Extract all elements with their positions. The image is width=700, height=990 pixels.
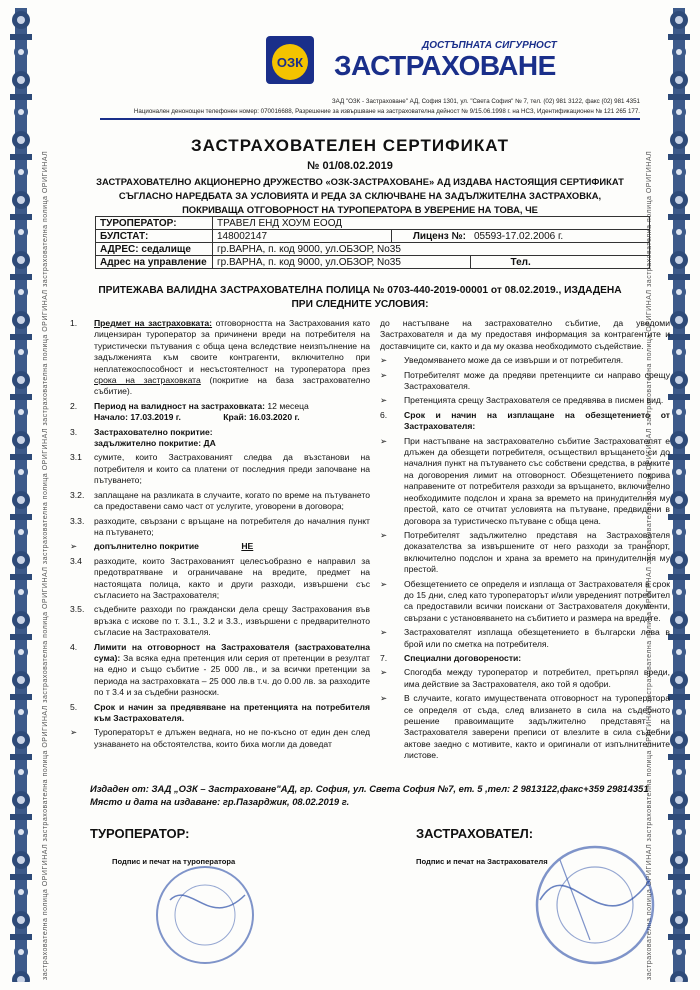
company-address-line: ЗАД "ОЗК - Застраховане" АД, София 1301, ул. "Света София" № 7, тел. (02) 981 3122, факс (02) 981 4351 bbox=[331, 98, 640, 105]
brand-name: ЗАСТРАХОВАНЕ bbox=[334, 50, 556, 81]
section-text: За всяка една претенция или серия от претенции в резултат на едно и също събитие - 25 000 лв., и за всички претенции за периода на застраховката – 25 000 лв.в т.ч. до 0.00 лв. за разходите по т 3.4 и за съдебни разноски. bbox=[94, 652, 370, 698]
bulstat-label: БУЛСТАТ: bbox=[96, 230, 213, 243]
certificate-number: № 01/08.02.2019 bbox=[307, 160, 393, 172]
section-text: до настъпване на застрахователно събитие, да уведоми Застрахователя и да му предоставя информация за контрагентите и доставчиците си, както и да му оказва необходимото съдействие. bbox=[380, 318, 670, 351]
list-item bbox=[70, 318, 370, 398]
list-item bbox=[380, 410, 670, 433]
list-item bbox=[70, 452, 370, 486]
ozk-logo-icon bbox=[262, 32, 318, 88]
item-number: 3.4 bbox=[70, 555, 82, 566]
list-item bbox=[380, 653, 670, 664]
bullet-icon: ➢ bbox=[380, 693, 388, 704]
list-item bbox=[70, 556, 370, 602]
logo-text: ОЗК bbox=[276, 55, 304, 70]
item-number: 1. bbox=[70, 318, 78, 328]
seat-address-label: АДРЕС: седалище bbox=[96, 243, 213, 256]
bullet-icon: ➢ bbox=[380, 435, 388, 446]
table-row bbox=[96, 243, 650, 256]
list-item bbox=[70, 427, 370, 450]
bullet-icon: ➢ bbox=[70, 727, 78, 738]
license-label: Лиценз №: bbox=[392, 230, 471, 243]
section-text: Уведомяването може да се извърши и от потребителя. bbox=[404, 355, 624, 366]
period-start: Начало: 17.03.2019 г. bbox=[94, 412, 181, 423]
bullet-icon: ➢ bbox=[380, 355, 388, 366]
section-text: 12 месеца bbox=[265, 400, 309, 411]
section-text: Потребителят задължително представя на Застрахователя доказателства за извършените от него разходи за транспорт, включително подслон и храна за времето на принудителния му престой. bbox=[404, 529, 670, 575]
side-watermark-left: застрахователна полица ОРИГИНАЛ застрахователна полица ОРИГИНАЛ застрахователна полица ОРИГИНАЛ застрахователна полица ОРИГИНАЛ застрахователна полица ОРИГИНАЛ застрахователна полица ОРИГИНАЛ bbox=[42, 150, 49, 980]
item-number: 3. bbox=[70, 426, 78, 437]
list-item bbox=[70, 727, 370, 750]
list-item bbox=[70, 604, 370, 638]
list-item bbox=[70, 541, 370, 552]
list-item bbox=[380, 370, 670, 393]
section-text: Претенцията срещу Застрахователя се предявява в писмен вид. bbox=[404, 395, 664, 406]
list-item bbox=[380, 667, 670, 690]
insurer-signature-caption: Подпис и печат на Застрахователя bbox=[416, 857, 548, 866]
section-heading: Срок и начин за предявяване на претенцията на потребителя към Застрахователя. bbox=[94, 701, 370, 723]
section-heading: Лимити на отговорност на Застрахователя (застрахователна сума): bbox=[94, 641, 370, 663]
section-text: разходите, които Застрахованият целесъобразно е направил за предотвратяване и ограничаване на вредите, предмет на настоящата полица, както и други разходи, извършени със съгласието на Застрахователя; bbox=[94, 555, 370, 600]
section-text: Потребителят може да предяви претенциите си направо срещу Застрахователя. bbox=[404, 369, 670, 392]
bullet-icon: ➢ bbox=[380, 627, 388, 638]
section-text: заплащане на разликата в случаите, когато по време на пътуването са предоставени само част от услугите, уговорени в договора; bbox=[94, 489, 370, 512]
list-item bbox=[70, 642, 370, 699]
list-item bbox=[70, 702, 370, 725]
section-text: Обезщетението се определя и изплаща от Застрахователя в срок до 15 дни, след като туроператорът и/или увреденият потребител са предоставили всички поискани от Застрахователя документи, свързани с установяването на събитието и размера на вредите. bbox=[404, 578, 670, 623]
operator-value: ТРАВЕЛ ЕНД ХОУМ ЕООД bbox=[213, 217, 650, 230]
mgmt-address-value: гр.ВАРНА, п. код 9000, ул.ОБЗОР, No35 bbox=[213, 256, 471, 269]
company-license-line: Национален денонощен телефонен номер: 070016688, Разрешение за извършване на застрахователна дейност № 9/15.06.1998 г. на НСЗ, Идентификационен № 121 265 177. bbox=[133, 108, 640, 115]
section-heading: Срок и начин на изплащане на обезщетението от Застрахователя: bbox=[404, 409, 670, 432]
section-text: Застрахователят изплаща обезщетението в български лева в брой или по сметка на потребителя. bbox=[404, 627, 670, 649]
list-item bbox=[70, 516, 370, 539]
tel-label: Тел. bbox=[470, 256, 650, 269]
bullet-icon: ➢ bbox=[380, 369, 388, 380]
list-item bbox=[380, 318, 670, 352]
list-item bbox=[380, 627, 670, 650]
optional-coverage-label: допълнително покритие bbox=[94, 541, 199, 552]
mandatory-coverage: задължително покритие: ДА bbox=[94, 438, 216, 449]
header-rule bbox=[100, 118, 640, 120]
section-text: Туроператорът е длъжен веднага, но не по-късно от един ден след узнаването на обстоятелства, които биха могли да доведат bbox=[94, 727, 370, 749]
item-number: 4. bbox=[70, 641, 78, 652]
section-text: При настъпване на застрахователно събитие Застрахователят е длъжен да обезщети потребителя, осъществил връщането си до началния пункт на пътуването със собствени средства, в рамките на договорения лимит на отговорност. Обезщетението покрива направените от потребителя разходи за връщането, включително необходимите подслон и храна за времето на принудителния му престой, като се отчитат условията на пътуване, предвидени в договора за туристическо пътуване с обща цена. bbox=[404, 435, 670, 526]
insurer-stamp-icon bbox=[530, 840, 660, 970]
list-item bbox=[380, 395, 670, 406]
table-row bbox=[96, 217, 650, 230]
section-text: (покритие на база застрахователно събитие). bbox=[94, 375, 370, 397]
item-number: 6. bbox=[380, 409, 388, 420]
terms-left-column bbox=[70, 318, 370, 753]
item-number: 3.1 bbox=[70, 452, 82, 463]
bullet-icon: ➢ bbox=[380, 395, 388, 406]
section-text: Спогодба между туроператор и потребител, претърпял вреди, има действие за Застрахователя, ако той я одобри. bbox=[404, 667, 670, 689]
operator-signature-caption: Подпис и печат на туроператора bbox=[112, 857, 236, 866]
list-item bbox=[380, 530, 670, 576]
operator-label: ТУРОПЕРАТОР: bbox=[96, 217, 213, 230]
section-text: отговорността на Застрахования като лицензиран туроператор за причинени вреди на потребителя на туристически пътувания с обща цена вследствие неизпълнение на задълженията към своите контрагенти, включително при неплатежоспособност и несъстоятелност на туроператора през bbox=[94, 318, 370, 374]
mgmt-address-label: Адрес на управление bbox=[96, 256, 213, 269]
issued-by-line: Издаден от: ЗАД „ОЗК – Застраховане"АД, гр. София, ул. Света София №7, ет. 5 ,тел: 2 9813122,факс+359 29814351 Място и дата на издаване: гр.Пазарджик, 08.02.2019 г. bbox=[90, 783, 649, 807]
bulstat-value: 148002147 bbox=[213, 230, 392, 243]
list-item bbox=[380, 436, 670, 527]
optional-coverage-value: НЕ bbox=[241, 541, 254, 552]
table-row bbox=[96, 256, 650, 269]
item-number: 5. bbox=[70, 701, 78, 712]
insurer-signature-title: ЗАСТРАХОВАТЕЛ: bbox=[416, 826, 534, 841]
bullet-icon: ➢ bbox=[70, 541, 78, 552]
section-text: съдебните разходи по граждански дела срещу Застрахования във връзка с искове по т. 3.1., 3.2 и 3.3., извършени с предварителното съгласие на Застрахователя. bbox=[94, 604, 370, 638]
item-number: 3.2. bbox=[70, 489, 85, 500]
item-number: 3.5. bbox=[70, 604, 85, 615]
operator-signature-title: ТУРОПЕРАТОР: bbox=[90, 826, 190, 841]
list-item bbox=[70, 401, 370, 424]
section-text: срока на застраховката bbox=[94, 375, 201, 386]
brand-tagline: ДОСТЪПНАТА СИГУРНОСТ bbox=[422, 40, 557, 51]
item-number: 2. bbox=[70, 400, 78, 411]
bullet-icon: ➢ bbox=[380, 529, 388, 540]
section-text: разходите, свързани с връщане на потребителя до началния пункт на пътуването; bbox=[94, 515, 370, 537]
license-value: 05593-17.02.2006 г. bbox=[470, 230, 650, 243]
section-text: сумите, които Застрахованият следва да възстанови на потребителя и които са платени от последния преди започване на пътуването; bbox=[94, 452, 370, 486]
ornament-border-left bbox=[4, 8, 38, 982]
list-item bbox=[380, 693, 670, 761]
item-number: 3.3. bbox=[70, 515, 85, 526]
list-item bbox=[380, 579, 670, 625]
item-number: 7. bbox=[380, 652, 388, 663]
list-item bbox=[380, 355, 670, 366]
table-row bbox=[96, 230, 650, 243]
policy-line: ПРИТЕЖАВА ВАЛИДНА ЗАСТРАХОВАТЕЛНА ПОЛИЦА № 0703-440-2019-00001 от 08.02.2019., ИЗДАДЕНА ПРИ СЛЕДНИТЕ УСЛОВИЯ: bbox=[98, 285, 622, 310]
certificate-title: ЗАСТРАХОВАТЕЛЕН СЕРТИФИКАТ bbox=[190, 136, 510, 155]
operator-stamp-icon bbox=[150, 860, 260, 970]
section-heading: Застрахователно покритие: bbox=[94, 426, 213, 437]
bullet-icon: ➢ bbox=[380, 578, 388, 589]
certificate-intro: ЗАСТРАХОВАТЕЛНО АКЦИОНЕРНО ДРУЖЕСТВО «ОЗК-ЗАСТРАХОВАНЕ» АД ИЗДАВА НАСТОЯЩИЯ СЕРТИФИКАТ СЪГЛАСНО НАРЕДБАТА ЗА УСЛОВИЯТА И РЕДА ЗА СКЛЮЧВАНЕ НА ЗАДЪЛЖИТЕЛНА ЗАСТРАХОВКА, ПОКРИВАЩА ОТГОВОРНОСТ НА ТУРОПЕРАТОРА В УВЕРЕНИЕ НА ТОВА, ЧЕ bbox=[96, 176, 624, 215]
list-item bbox=[70, 490, 370, 513]
bullet-icon: ➢ bbox=[380, 667, 388, 678]
section-heading: Специални договорености: bbox=[404, 652, 522, 663]
seat-address-value: гр.ВАРНА, п. код 9000, ул.ОБЗОР, No35 bbox=[213, 243, 650, 256]
section-heading: Период на валидност на застраховката: bbox=[94, 400, 266, 411]
section-heading: Предмет на застраховката: bbox=[94, 318, 213, 328]
section-text: В случаите, когато имуществената отговорност на туроператора се определя от съда, след влизането в сила на съдебното решение правоимащите задължително представят на Застрахователя заверени преписи от влезлите в сила съдебни актове заедно с мотивите, както и оригинали от изпълнителните листове. bbox=[404, 693, 670, 761]
terms-right-column bbox=[380, 318, 670, 765]
period-end: Край: 16.03.2020 г. bbox=[223, 412, 300, 423]
side-watermark-right: застрахователна полица ОРИГИНАЛ застрахователна полица ОРИГИНАЛ застрахователна полица ОРИГИНАЛ застрахователна полица ОРИГИНАЛ застрахователна полица ОРИГИНАЛ застрахователна полица ОРИГИНАЛ bbox=[646, 150, 653, 980]
operator-info-table bbox=[95, 216, 650, 269]
